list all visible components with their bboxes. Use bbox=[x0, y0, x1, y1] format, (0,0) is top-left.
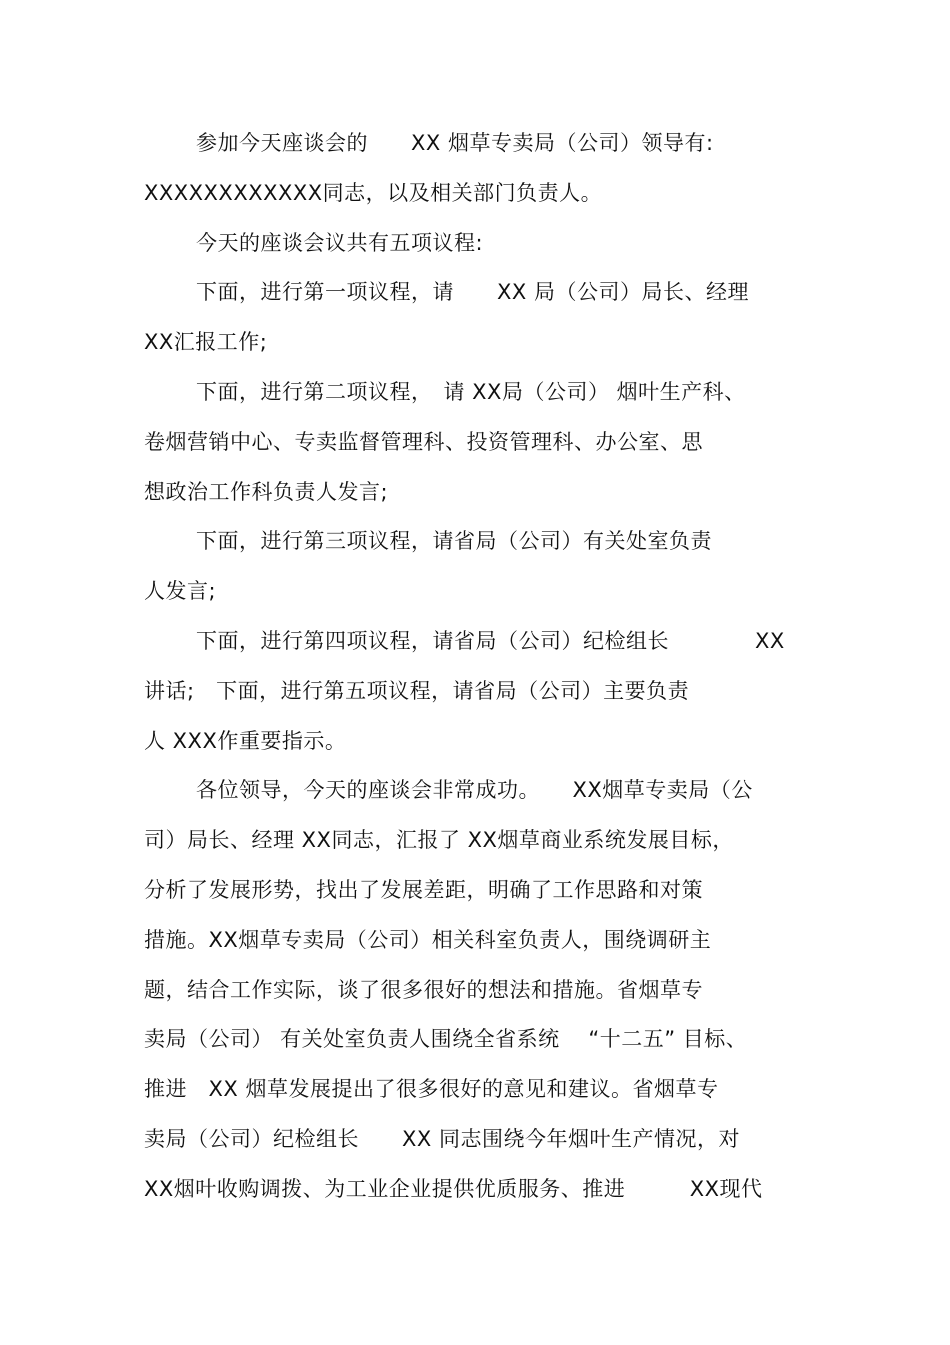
text-line: XXXXXXXXXXXX同志，以及相关部门负责人。 bbox=[144, 181, 603, 205]
text-line: XX汇报工作; bbox=[144, 330, 268, 354]
text-line: 司）局长、经理 XX同志，汇报了 XX烟草商业系统发展目标， bbox=[144, 828, 734, 852]
text-line: 分析了发展形势，找出了发展差距，明确了工作思路和对策 bbox=[144, 878, 703, 902]
text-line: 人 XXX作重要指示。 bbox=[144, 729, 347, 753]
text-line: 参加今天座谈会的 XX 烟草专卖局（公司）领导有: bbox=[196, 131, 714, 155]
text-line: 下面，进行第四项议程，请省局（公司）纪检组长 XX bbox=[196, 629, 785, 653]
text-line: 措施。XX烟草专卖局（公司）相关科室负责人，围绕调研主 bbox=[144, 928, 712, 952]
text-line: XX烟叶收购调拨、为工业企业提供优质服务、推进 XX现代 bbox=[144, 1177, 763, 1201]
text-line: 题，结合工作实际，谈了很多很好的想法和措施。省烟草专 bbox=[144, 978, 703, 1002]
text-line: 下面，进行第一项议程，请 XX 局（公司）局长、经理 bbox=[196, 280, 749, 304]
text-line: 推进 XX 烟草发展提出了很多很好的意见和建议。省烟草专 bbox=[144, 1077, 719, 1101]
text-line: 下面，进行第二项议程， 请 XX局（公司） 烟叶生产科、 bbox=[196, 380, 746, 404]
text-line: 想政治工作科负责人发言; bbox=[144, 480, 389, 504]
text-line: 卖局（公司）纪检组长 XX 同志围绕今年烟叶生产情况，对 bbox=[144, 1127, 740, 1151]
text-line: 各位领导，今天的座谈会非常成功。 XX烟草专卖局（公 bbox=[196, 778, 753, 802]
text-line: 下面，进行第三项议程，请省局（公司）有关处室负责 bbox=[196, 529, 712, 553]
text-line: 今天的座谈会议共有五项议程: bbox=[196, 231, 484, 255]
text-line: 卷烟营销中心、专卖监督管理科、投资管理科、办公室、思 bbox=[144, 430, 703, 454]
text-line: 讲话; 下面，进行第五项议程，请省局（公司）主要负责 bbox=[144, 679, 690, 703]
text-line: 人发言; bbox=[144, 579, 217, 603]
text-line: 卖局（公司） 有关处室负责人围绕全省系统 “十二五” 目标、 bbox=[144, 1027, 748, 1051]
